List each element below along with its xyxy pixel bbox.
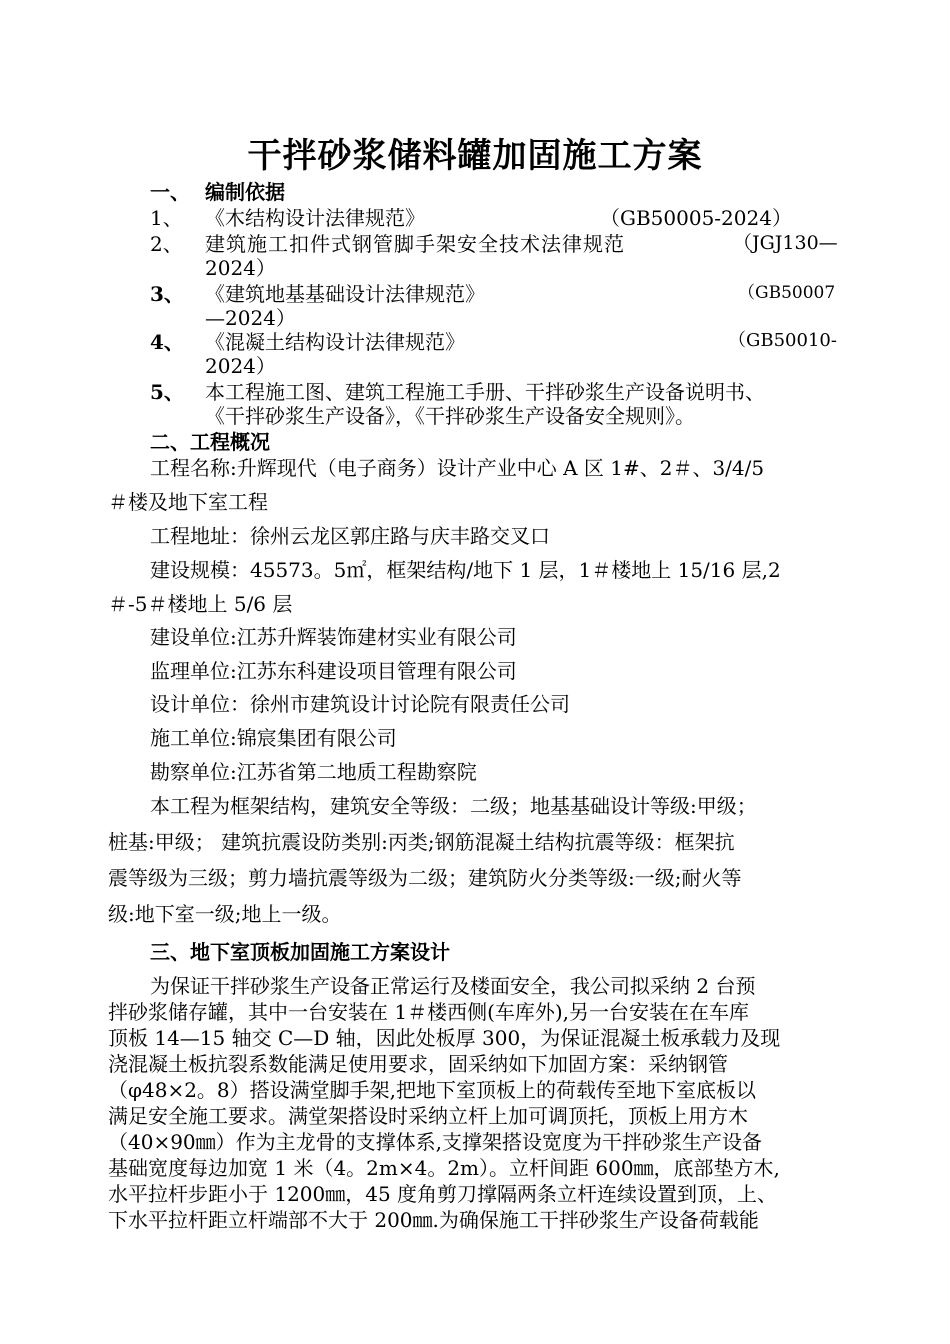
list-item-continuation: 《干拌砂浆生产设备》，《干拌砂浆生产设备安全规则》。 [205, 404, 695, 428]
paragraph-line: （40×90㎜）作为主龙骨的支撑体系,支撑架搭设宽度为干拌砂浆生产设备 [108, 1130, 763, 1154]
project-scale-line2: ＃-5＃楼地上 5/6 层 [108, 592, 293, 616]
section3-heading: 三、地下室顶板加固施工方案设计 [150, 940, 450, 964]
project-scale-line1: 建设规模：45573。5㎡，框架结构/地下 1 层，1＃楼地上 15/16 层,2 [150, 558, 781, 582]
list-item-code: （JGJ130— [733, 232, 838, 254]
list-item-text: 《建筑地基基础设计法律规范》 [205, 282, 485, 306]
grade-line: 级:地下室一级;地上一级。 [108, 902, 342, 926]
paragraph-line: 满足安全施工要求。满堂架搭设时采纳立杆上加可调顶托，顶板上用方木 [108, 1104, 748, 1128]
list-item-number: 1、 [150, 206, 183, 230]
grade-line: 震等级为三级；剪力墙抗震等级为二级；建筑防火分类等级:一级;耐火等 [108, 866, 742, 890]
design-unit: 设计单位：徐州市建筑设计讨论院有限责任公司 [150, 692, 570, 716]
grade-line: 桩基:甲级； 建筑抗震设防类别:丙类;钢筋混凝土结构抗震等级：框架抗 [108, 830, 735, 854]
section2-heading: 二、工程概况 [150, 430, 270, 454]
grade-line: 本工程为框架结构，建筑安全等级：二级；地基基础设计等级:甲级； [150, 794, 757, 818]
list-item-text: 《木结构设计法律规范》 [205, 206, 425, 230]
list-item-text: 《混凝土结构设计法律规范》 [205, 330, 465, 354]
paragraph-line: 拌砂浆储存罐，其中一台安装在 1＃楼西侧(车库外),另一台安装在在车库 [108, 1000, 750, 1024]
list-item-number: 5、 [150, 380, 184, 404]
section1-number: 一、 [150, 180, 190, 204]
paragraph-line: 为保证干拌砂浆生产设备正常运行及楼面安全，我公司拟采纳 2 台预 [150, 974, 756, 998]
list-item-text: 本工程施工图、建筑工程施工手册、干拌砂浆生产设备说明书、 [205, 380, 765, 404]
paragraph-line: 浇混凝土板抗裂系数能满足使用要求，固采纳如下加固方案：采纳钢管 [108, 1052, 728, 1076]
supervisor-unit: 监理单位:江苏东科建设项目管理有限公司 [150, 659, 517, 683]
list-item-continuation: 2024） [205, 256, 276, 280]
construction-unit: 施工单位:锦宸集团有限公司 [150, 726, 397, 750]
list-item-number: 2、 [150, 232, 183, 256]
paragraph-line: 下水平拉杆距立杆端部不大于 200㎜.为确保施工干拌砂浆生产设备荷载能 [108, 1208, 759, 1232]
paragraph-line: （φ48×2。8）搭设满堂脚手架,把地下室顶板上的荷载传至地下室底板以 [108, 1078, 757, 1102]
survey-unit: 勘察单位:江苏省第二地质工程勘察院 [150, 760, 477, 784]
list-item-continuation: 2024） [205, 354, 276, 378]
project-name-line1: 工程名称:升辉现代（电子商务）设计产业中心 A 区 1#、2＃、3/4/5 [150, 456, 765, 480]
list-item-code: （GB50005-2024） [600, 206, 792, 230]
list-item-code: （GB50007 [738, 283, 836, 303]
list-item-number: 3、 [150, 282, 184, 306]
list-item-number: 4、 [150, 330, 184, 354]
owner-unit: 建设单位:江苏升辉装饰建材实业有限公司 [150, 625, 517, 649]
list-item-text: 建筑施工扣件式钢管脚手架安全技术法律规范 [205, 232, 625, 256]
paragraph-line: 基础宽度每边加宽 1 米（4。2m×4。2m）。立杆间距 600㎜，底部垫方木, [108, 1156, 780, 1180]
list-item-code: （GB50010- [728, 330, 837, 351]
project-address: 工程地址：徐州云龙区郭庄路与庆丰路交叉口 [150, 524, 550, 548]
document-title: 干拌砂浆储料罐加固施工方案 [247, 136, 703, 176]
project-name-line2: ＃楼及地下室工程 [108, 490, 268, 514]
paragraph-line: 水平拉杆步距小于 1200㎜，45 度角剪刀撑隔两条立杆连续设置到顶，上、 [108, 1182, 778, 1206]
paragraph-line: 顶板 14—15 轴交 C—D 轴，因此处板厚 300，为保证混凝土板承载力及现 [108, 1026, 781, 1050]
list-item-continuation: —2024） [205, 306, 296, 330]
section1-heading: 编制依据 [205, 180, 285, 204]
